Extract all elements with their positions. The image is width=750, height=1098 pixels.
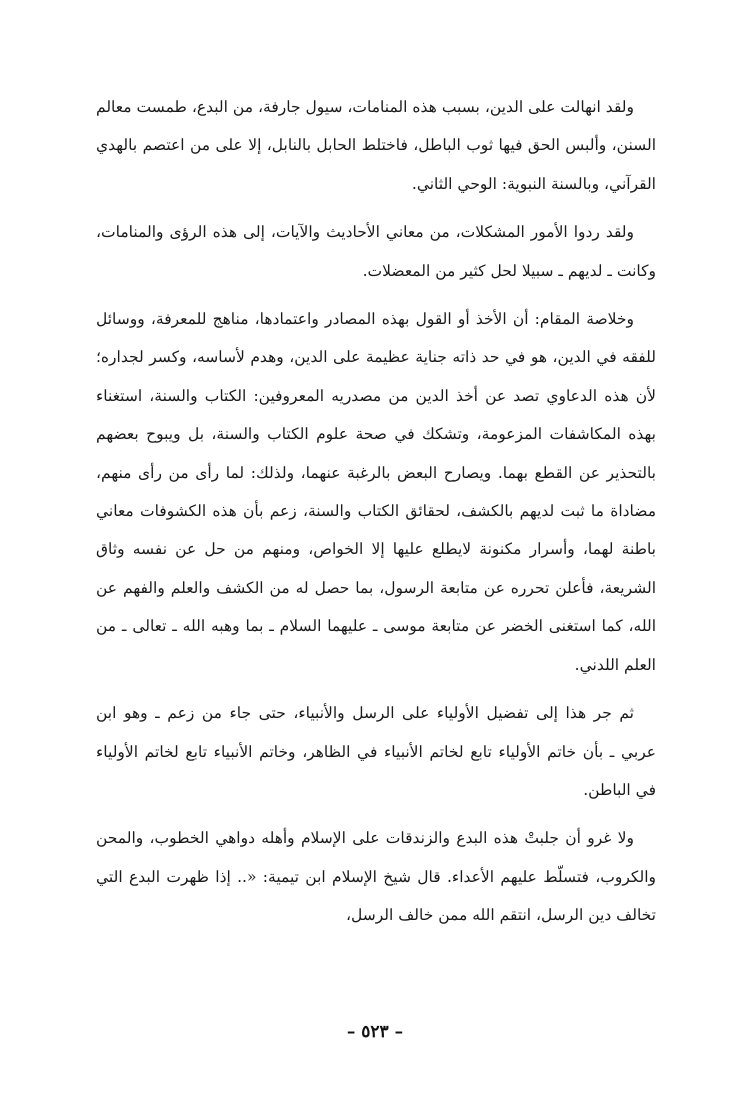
paragraph-5: ولا غرو أن جلبتْ هذه البدع والزندقات على الإسلام وأهله دواهي الخطوب، والمحن والكروب، فتسلّط عليهم الأعداء. قال شيخ الإسلام ابن تيمية: «.. إذا ظهرت البدع التي تخالف دين الرسل، انتقم الله ممن خالف الرسل، [96,829,656,925]
paragraph-4: ثم جر هذا إلى تفضيل الأولياء على الرسل والأنبياء، حتى جاء من زعم ـ وهو ابن عربي ـ بأن خاتم الأولياء تابع لخاتم الأنبياء في الظاهر، وخاتم الأنبياء تابع لخاتم الأولياء في الباطن. [96,704,656,799]
page-number: – ٥٢٣ – [346,1022,404,1042]
paragraph-1: ولقد انهالت على الدين، بسبب هذه المنامات، سيول جارفة، من البدع، طمست معالم السنن، وألبس الحق فيها ثوب الباطل، فاختلط الحابل بالنابل، إلا على من اعتصم بالهدي القرآني، وبالسنة النبوية: الوحي الثاني. [96,98,657,193]
paragraph-2: ولقد ردوا الأمور المشكلات، من معاني الأحاديث والآيات، إلى هذه الرؤى والمنامات، وكانت ـ لديهم ـ سبيلا لحل كثير من المعضلات. [96,223,656,280]
paragraph-3: وخلاصة المقام: أن الأخذ أو القول بهذه المصادر واعتمادها، مناهج للمعرفة، ووسائل للفقه في الدين، هو في حد ذاته جناية عظيمة على الدين، وهدم لأساسه، وكسر لجداره؛ لأن هذه الدعاوي تصد عن أخذ الدين من مصدريه المعروفين: الكتاب والسنة، استغناء بهذه المكاشفات المزعومة، وتشكك في صحة علوم الكتاب والسنة، بل ويبوح بعضهم بالتحذير عن القطع بهما. ويصارح البعض بالرغبة عنهما، ولذلك: لما رأى من رأى منهم، مضاداة ما ثبت لديهم بالكشف، لحقائق الكتاب والسنة، زعم بأن هذه الكشوفات معاني باطنة لهما، وأسرار مكنونة لايطلع عليها إلا الخواص، ومنهم من حل عن نفسه وثاق الشريعة، فأعلن تحرره عن متابعة الرسول، بما حصل له من الكشف والعلم والفهم عن الله، كما استغنى الخضر عن متابعة موسى ـ عليهما السلام ـ بما وهبه الله ـ تعالى ـ من العلم اللدني. [96,310,656,674]
page-body [96,88,656,945]
